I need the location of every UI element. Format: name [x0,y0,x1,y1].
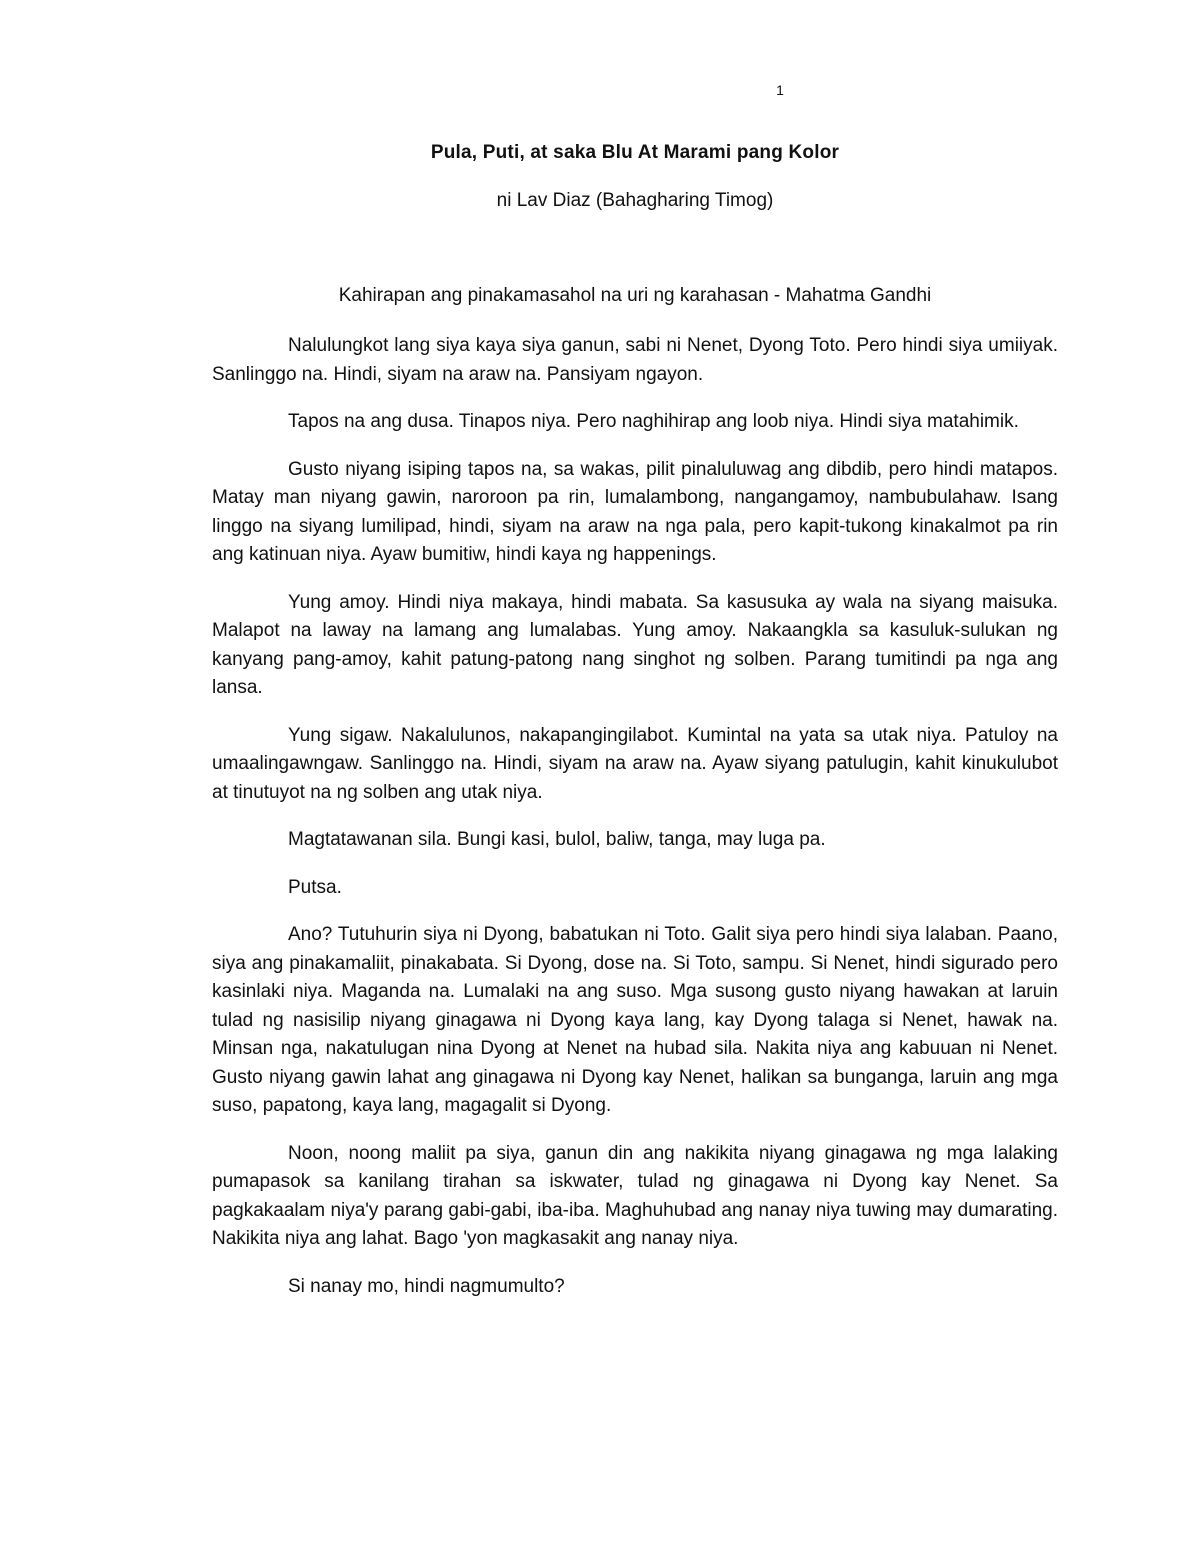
epigraph: Kahirapan ang pinakamasahol na uri ng karahasan - Mahatma Gandhi [338,285,932,306]
story-body [212,332,1058,1320]
paragraph: Yung sigaw. Nakalulunos, nakapangingilabot. Kumintal na yata sa utak niya. Patuloy na umaalingawngaw. Sanlinggo na. Hindi, siyam na araw na. Ayaw siyang patulugin, kahit kinukulubot at tinutuyot na ng solben ang utak niya. [212,724,1058,803]
paragraph: Magtatawanan sila. Bungi kasi, bulol, baliw, tanga, may luga pa. [288,829,826,850]
paragraph: Tapos na ang dusa. Tinapos niya. Pero naghihirap ang loob niya. Hindi siya matahimik. [288,411,1019,432]
page-number: 1 [776,82,784,98]
paragraph: Noon, noong maliit pa siya, ganun din ang nakikita niyang ginagawa ng mga lalaking pumapasok sa kanilang tirahan sa iskwater, tulad ng ginagawa ni Dyong kay Nenet. Sa pagkakaalam niya'y parang gabi-gabi, iba-iba. Maghuhubad ang nanay niya tuwing may dumarating. Nakikita niya ang lahat. Bago 'yon magkasakit ang nanay niya. [212,1142,1058,1249]
document-title: Pula, Puti, at saka Blu At Marami pang Kolor [430,142,840,163]
paragraph: Si nanay mo, hindi nagmumulto? [288,1275,565,1297]
paragraph: Putsa. [288,876,342,898]
paragraph: Yung amoy. Hindi niya makaya, hindi mabata. Sa kasusuka ay wala na siyang maisuka. Malapot na laway na lamang ang lumalabas. Yung amoy. Nakaangkla sa kasuluk-sulukan ng kanyang pang-amoy, kahit patung-patong nang singhot ng solben. Parang tumitindi pa nga ang lansa. [212,591,1058,698]
paragraph: Ano? Tutuhurin siya ni Dyong, babatukan ni Toto. Galit siya pero hindi siya lalaban. Paano, siya ang pinakamaliit, pinakabata. Si Dyong, dose na. Si Toto, sampu. Si Nenet, hindi sigurado pero kasinlaki niya. Maganda na. Lumalaki na ang suso. Mga susong gusto niyang hawakan at laruin tulad ng nasisilip niyang ginagawa ni Dyong kaya lang, kay Dyong talaga si Nenet, hawak na. Minsan nga, nakatulugan nina Dyong at Nenet na hubad sila. Nakita niya ang kabuuan ni Nenet. Gusto niyang gawin lahat ang ginagawa ni Dyong kay Nenet, halikan sa bunganga, laruin ang mga suso, papatong, kaya lang, magagalit si Dyong. [212,924,1058,1116]
paragraph: Gusto niyang isiping tapos na, sa wakas, pilit pinaluluwag ang dibdib, pero hindi matapos. Matay man niyang gawin, naroroon pa rin, lumalambong, nangangamoy, nambubulahaw. Isang linggo na siyang lumilipad, hindi, siyam na araw na nga pala, pero kapit-tukong kinakalmot pa rin ang katinuan niya. Ayaw bumitiw, hindi kaya ng happenings. [212,458,1058,565]
author-byline: ni Lav Diaz (Bahagharing Timog) [496,190,774,211]
paragraph: Nalulungkot lang siya kaya siya ganun, sabi ni Nenet, Dyong Toto. Pero hindi siya umiiyak. Sanlinggo na. Hindi, siyam na araw na. Pansiyam ngayon. [212,335,1058,385]
